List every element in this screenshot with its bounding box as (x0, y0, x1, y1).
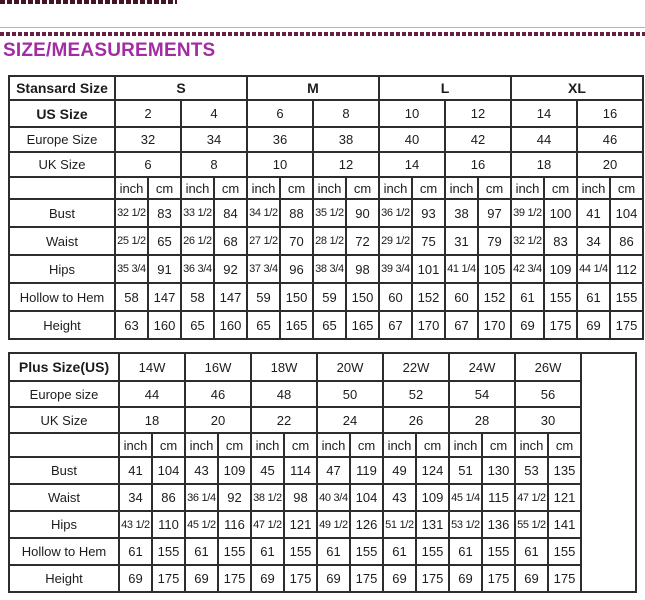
measurement-value-cell: 41 1/4 (445, 255, 478, 283)
measurement-value-cell: 65 (313, 311, 346, 339)
measurement-value-cell: 147 (148, 283, 181, 311)
size-value-cell: 56 (515, 381, 581, 407)
measurement-value-cell: 141 (548, 511, 581, 538)
measurement-value-cell: 42 3/4 (511, 255, 544, 283)
measurement-value-cell: 88 (280, 199, 313, 227)
size-value-cell: 18 (511, 152, 577, 177)
size-value-cell: 32 (115, 127, 181, 152)
measurement-value-cell: 35 1/2 (313, 199, 346, 227)
unit-header-cell: cm (218, 433, 251, 457)
row-label: Hips (9, 255, 115, 283)
unit-header-cell: inch (115, 177, 148, 199)
size-value-cell: 12 (445, 100, 511, 127)
measurement-value-cell: 175 (218, 565, 251, 592)
measurement-value-cell: 41 (119, 457, 152, 484)
measurement-value-cell: 104 (152, 457, 185, 484)
measurement-value-cell: 150 (280, 283, 313, 311)
measurement-value-cell: 33 1/2 (181, 199, 214, 227)
unit-header-cell: inch (119, 433, 152, 457)
measurement-value-cell: 175 (416, 565, 449, 592)
measurement-value-cell: 116 (218, 511, 251, 538)
measurement-value-cell: 45 1/2 (185, 511, 218, 538)
measurement-value-cell: 27 1/2 (247, 227, 280, 255)
unit-header-cell: inch (185, 433, 218, 457)
measurement-value-cell: 91 (148, 255, 181, 283)
measurement-value-cell: 25 1/2 (115, 227, 148, 255)
size-value-cell: 6 (247, 100, 313, 127)
measurement-value-cell: 160 (214, 311, 247, 339)
measurement-value-cell: 69 (515, 565, 548, 592)
table-row (9, 353, 636, 381)
measurement-value-cell: 105 (478, 255, 511, 283)
unit-header-cell: inch (383, 433, 416, 457)
size-group-header: XL (511, 76, 643, 100)
measurement-value-cell: 175 (548, 565, 581, 592)
measurement-value-cell: 55 1/2 (515, 511, 548, 538)
measurement-value-cell: 60 (445, 283, 478, 311)
size-value-cell: 44 (119, 381, 185, 407)
measurement-value-cell: 121 (284, 511, 317, 538)
corner-label: Plus Size(US) (9, 353, 119, 381)
measurement-value-cell: 147 (214, 283, 247, 311)
size-value-cell: 24 (317, 407, 383, 433)
measurement-value-cell: 155 (544, 283, 577, 311)
table-row (9, 177, 643, 199)
table-row (9, 538, 636, 565)
size-value-cell: 46 (577, 127, 643, 152)
thin-divider-line (0, 27, 645, 28)
measurement-value-cell: 175 (544, 311, 577, 339)
measurement-value-cell: 101 (412, 255, 445, 283)
row-label: UK Size (9, 407, 119, 433)
measurement-value-cell: 155 (482, 538, 515, 565)
empty-label-cell (9, 433, 119, 457)
measurement-value-cell: 38 1/2 (251, 484, 284, 511)
measurement-value-cell: 72 (346, 227, 379, 255)
size-value-cell: 12 (313, 152, 379, 177)
measurement-value-cell: 61 (383, 538, 416, 565)
measurement-value-cell: 124 (416, 457, 449, 484)
dashed-divider-line (0, 32, 645, 36)
corner-label: Stansard Size (9, 76, 115, 100)
table-row (9, 433, 636, 457)
size-value-cell: 10 (247, 152, 313, 177)
measurement-value-cell: 37 3/4 (247, 255, 280, 283)
size-group-header: M (247, 76, 379, 100)
row-label: US Size (9, 100, 115, 127)
unit-header-cell: cm (280, 177, 313, 199)
size-group-header: 26W (515, 353, 581, 381)
measurement-value-cell: 51 (449, 457, 482, 484)
size-value-cell: 34 (181, 127, 247, 152)
measurement-value-cell: 70 (280, 227, 313, 255)
measurement-value-cell: 61 (119, 538, 152, 565)
measurement-value-cell: 86 (152, 484, 185, 511)
measurement-value-cell: 58 (115, 283, 148, 311)
size-value-cell: 42 (445, 127, 511, 152)
measurement-value-cell: 83 (544, 227, 577, 255)
measurement-value-cell: 59 (247, 283, 280, 311)
measurement-value-cell: 100 (544, 199, 577, 227)
unit-header-cell: inch (577, 177, 610, 199)
measurement-value-cell: 155 (610, 283, 643, 311)
measurement-value-cell: 110 (152, 511, 185, 538)
unit-header-cell: cm (478, 177, 511, 199)
measurement-value-cell: 155 (350, 538, 383, 565)
measurement-value-cell: 170 (412, 311, 445, 339)
measurement-value-cell: 65 (181, 311, 214, 339)
row-label: Height (9, 311, 115, 339)
measurement-value-cell: 43 (383, 484, 416, 511)
page-title: SIZE/MEASUREMENTS (3, 40, 216, 61)
measurement-value-cell: 104 (350, 484, 383, 511)
measurement-value-cell: 44 1/4 (577, 255, 610, 283)
measurement-value-cell: 53 1/2 (449, 511, 482, 538)
size-value-cell: 26 (383, 407, 449, 433)
measurement-value-cell: 69 (317, 565, 350, 592)
size-value-cell: 16 (445, 152, 511, 177)
row-label: Bust (9, 199, 115, 227)
measurement-value-cell: 130 (482, 457, 515, 484)
measurement-value-cell: 175 (152, 565, 185, 592)
measurement-value-cell: 155 (152, 538, 185, 565)
measurement-value-cell: 45 (251, 457, 284, 484)
measurement-value-cell: 136 (482, 511, 515, 538)
size-value-cell: 4 (181, 100, 247, 127)
measurement-value-cell: 65 (148, 227, 181, 255)
measurement-value-cell: 126 (350, 511, 383, 538)
table-row (9, 283, 643, 311)
measurement-value-cell: 39 3/4 (379, 255, 412, 283)
measurement-value-cell: 47 1/2 (515, 484, 548, 511)
measurement-value-cell: 109 (218, 457, 251, 484)
measurement-value-cell: 155 (218, 538, 251, 565)
size-value-cell: 10 (379, 100, 445, 127)
measurement-value-cell: 41 (577, 199, 610, 227)
size-group-header: S (115, 76, 247, 100)
size-group-header: 22W (383, 353, 449, 381)
unit-header-cell: inch (515, 433, 548, 457)
size-value-cell: 50 (317, 381, 383, 407)
measurement-value-cell: 61 (185, 538, 218, 565)
unit-header-cell: cm (148, 177, 181, 199)
measurement-value-cell: 65 (247, 311, 280, 339)
measurement-value-cell: 92 (214, 255, 247, 283)
measurement-value-cell: 93 (412, 199, 445, 227)
unit-header-cell: inch (317, 433, 350, 457)
measurement-value-cell: 69 (119, 565, 152, 592)
size-value-cell: 28 (449, 407, 515, 433)
measurement-value-cell: 104 (610, 199, 643, 227)
measurement-value-cell: 152 (412, 283, 445, 311)
measurement-value-cell: 155 (284, 538, 317, 565)
size-value-cell: 48 (251, 381, 317, 407)
size-value-cell: 8 (313, 100, 379, 127)
unit-header-cell: inch (449, 433, 482, 457)
unit-header-cell: cm (482, 433, 515, 457)
measurement-value-cell: 32 1/2 (115, 199, 148, 227)
measurement-value-cell: 79 (478, 227, 511, 255)
measurement-value-cell: 114 (284, 457, 317, 484)
measurement-value-cell: 47 (317, 457, 350, 484)
measurement-value-cell: 115 (482, 484, 515, 511)
measurement-value-cell: 83 (148, 199, 181, 227)
row-label: Waist (9, 484, 119, 511)
measurement-value-cell: 63 (115, 311, 148, 339)
measurement-value-cell: 34 (577, 227, 610, 255)
top-partial-dashed-line (0, 0, 177, 4)
row-label: Bust (9, 457, 119, 484)
measurement-value-cell: 98 (284, 484, 317, 511)
size-value-cell: 38 (313, 127, 379, 152)
table-row (9, 484, 636, 511)
unit-header-cell: inch (511, 177, 544, 199)
measurement-value-cell: 61 (515, 538, 548, 565)
measurement-value-cell: 36 1/2 (379, 199, 412, 227)
measurement-value-cell: 34 (119, 484, 152, 511)
measurement-value-cell: 28 1/2 (313, 227, 346, 255)
row-label: Europe Size (9, 127, 115, 152)
measurement-value-cell: 61 (317, 538, 350, 565)
measurement-value-cell: 51 1/2 (383, 511, 416, 538)
measurement-value-cell: 131 (416, 511, 449, 538)
table-row (9, 457, 636, 484)
measurement-value-cell: 121 (548, 484, 581, 511)
measurement-value-cell: 49 1/2 (317, 511, 350, 538)
measurement-value-cell: 67 (445, 311, 478, 339)
measurement-value-cell: 165 (346, 311, 379, 339)
size-value-cell: 40 (379, 127, 445, 152)
unit-header-cell: inch (251, 433, 284, 457)
measurement-value-cell: 69 (511, 311, 544, 339)
measurement-value-cell: 155 (416, 538, 449, 565)
measurement-value-cell: 61 (251, 538, 284, 565)
measurement-value-cell: 38 3/4 (313, 255, 346, 283)
measurement-value-cell: 92 (218, 484, 251, 511)
measurement-value-cell: 38 (445, 199, 478, 227)
unit-header-cell: inch (247, 177, 280, 199)
measurement-value-cell: 61 (511, 283, 544, 311)
measurement-value-cell: 61 (577, 283, 610, 311)
measurement-value-cell: 40 3/4 (317, 484, 350, 511)
size-value-cell: 6 (115, 152, 181, 177)
unit-header-cell: cm (544, 177, 577, 199)
measurement-value-cell: 43 (185, 457, 218, 484)
row-label: Waist (9, 227, 115, 255)
unit-header-cell: cm (214, 177, 247, 199)
row-label: Hips (9, 511, 119, 538)
table-row (9, 255, 643, 283)
measurement-value-cell: 59 (313, 283, 346, 311)
measurement-value-cell: 49 (383, 457, 416, 484)
measurement-value-cell: 36 1/4 (185, 484, 218, 511)
size-value-cell: 14 (511, 100, 577, 127)
measurement-value-cell: 97 (478, 199, 511, 227)
size-value-cell: 2 (115, 100, 181, 127)
table-row (9, 76, 643, 100)
measurement-value-cell: 31 (445, 227, 478, 255)
measurement-value-cell: 109 (544, 255, 577, 283)
unit-header-cell: inch (379, 177, 412, 199)
measurement-value-cell: 175 (610, 311, 643, 339)
measurement-value-cell: 35 3/4 (115, 255, 148, 283)
measurement-value-cell: 155 (548, 538, 581, 565)
measurement-value-cell: 69 (383, 565, 416, 592)
unit-header-cell: cm (284, 433, 317, 457)
measurement-value-cell: 69 (185, 565, 218, 592)
unit-header-cell: cm (610, 177, 643, 199)
measurement-value-cell: 86 (610, 227, 643, 255)
size-value-cell: 22 (251, 407, 317, 433)
measurement-value-cell: 109 (416, 484, 449, 511)
size-value-cell: 36 (247, 127, 313, 152)
table-row (9, 127, 643, 152)
row-label: Europe size (9, 381, 119, 407)
measurement-value-cell: 112 (610, 255, 643, 283)
measurement-value-cell: 170 (478, 311, 511, 339)
size-value-cell: 20 (185, 407, 251, 433)
size-group-header: L (379, 76, 511, 100)
size-value-cell: 20 (577, 152, 643, 177)
size-value-cell: 44 (511, 127, 577, 152)
measurement-value-cell: 43 1/2 (119, 511, 152, 538)
table-row (9, 381, 636, 407)
measurement-value-cell: 119 (350, 457, 383, 484)
measurement-value-cell: 29 1/2 (379, 227, 412, 255)
measurement-value-cell: 175 (482, 565, 515, 592)
measurement-value-cell: 53 (515, 457, 548, 484)
table-row (9, 152, 643, 177)
measurement-value-cell: 69 (577, 311, 610, 339)
measurement-value-cell: 84 (214, 199, 247, 227)
size-group-header: 14W (119, 353, 185, 381)
table-row (9, 565, 636, 592)
size-value-cell: 30 (515, 407, 581, 433)
table-row (9, 227, 643, 255)
measurement-value-cell: 69 (251, 565, 284, 592)
measurement-value-cell: 75 (412, 227, 445, 255)
size-value-cell: 16 (577, 100, 643, 127)
measurement-value-cell: 152 (478, 283, 511, 311)
table-row (9, 311, 643, 339)
size-value-cell: 18 (119, 407, 185, 433)
table-row (9, 100, 643, 127)
size-group-header: 24W (449, 353, 515, 381)
size-value-cell: 8 (181, 152, 247, 177)
measurement-value-cell: 68 (214, 227, 247, 255)
measurement-value-cell: 135 (548, 457, 581, 484)
measurement-value-cell: 98 (346, 255, 379, 283)
measurement-value-cell: 61 (449, 538, 482, 565)
measurement-value-cell: 39 1/2 (511, 199, 544, 227)
measurement-value-cell: 32 1/2 (511, 227, 544, 255)
measurement-value-cell: 69 (449, 565, 482, 592)
unit-header-cell: cm (548, 433, 581, 457)
row-label: Height (9, 565, 119, 592)
unit-header-cell: cm (346, 177, 379, 199)
unit-header-cell: cm (350, 433, 383, 457)
measurement-value-cell: 58 (181, 283, 214, 311)
size-value-cell: 46 (185, 381, 251, 407)
plus-size-table (8, 352, 637, 593)
table-row (9, 407, 636, 433)
size-group-header: 18W (251, 353, 317, 381)
unit-header-cell: inch (181, 177, 214, 199)
row-label: UK Size (9, 152, 115, 177)
table-row (9, 199, 643, 227)
empty-column-cell (581, 353, 636, 592)
unit-header-cell: inch (445, 177, 478, 199)
measurement-value-cell: 175 (350, 565, 383, 592)
measurement-value-cell: 45 1/4 (449, 484, 482, 511)
size-value-cell: 52 (383, 381, 449, 407)
size-value-cell: 54 (449, 381, 515, 407)
row-label: Hollow to Hem (9, 538, 119, 565)
size-group-header: 20W (317, 353, 383, 381)
measurement-value-cell: 60 (379, 283, 412, 311)
measurement-value-cell: 67 (379, 311, 412, 339)
measurement-value-cell: 26 1/2 (181, 227, 214, 255)
unit-header-cell: inch (313, 177, 346, 199)
standard-size-table (8, 75, 644, 340)
measurement-value-cell: 36 3/4 (181, 255, 214, 283)
measurement-value-cell: 165 (280, 311, 313, 339)
unit-header-cell: cm (152, 433, 185, 457)
empty-label-cell (9, 177, 115, 199)
measurement-value-cell: 47 1/2 (251, 511, 284, 538)
measurement-value-cell: 90 (346, 199, 379, 227)
measurement-value-cell: 96 (280, 255, 313, 283)
measurement-value-cell: 34 1/2 (247, 199, 280, 227)
row-label: Hollow to Hem (9, 283, 115, 311)
unit-header-cell: cm (416, 433, 449, 457)
unit-header-cell: cm (412, 177, 445, 199)
measurement-value-cell: 160 (148, 311, 181, 339)
table-row (9, 511, 636, 538)
size-value-cell: 14 (379, 152, 445, 177)
size-group-header: 16W (185, 353, 251, 381)
measurement-value-cell: 175 (284, 565, 317, 592)
measurement-value-cell: 150 (346, 283, 379, 311)
